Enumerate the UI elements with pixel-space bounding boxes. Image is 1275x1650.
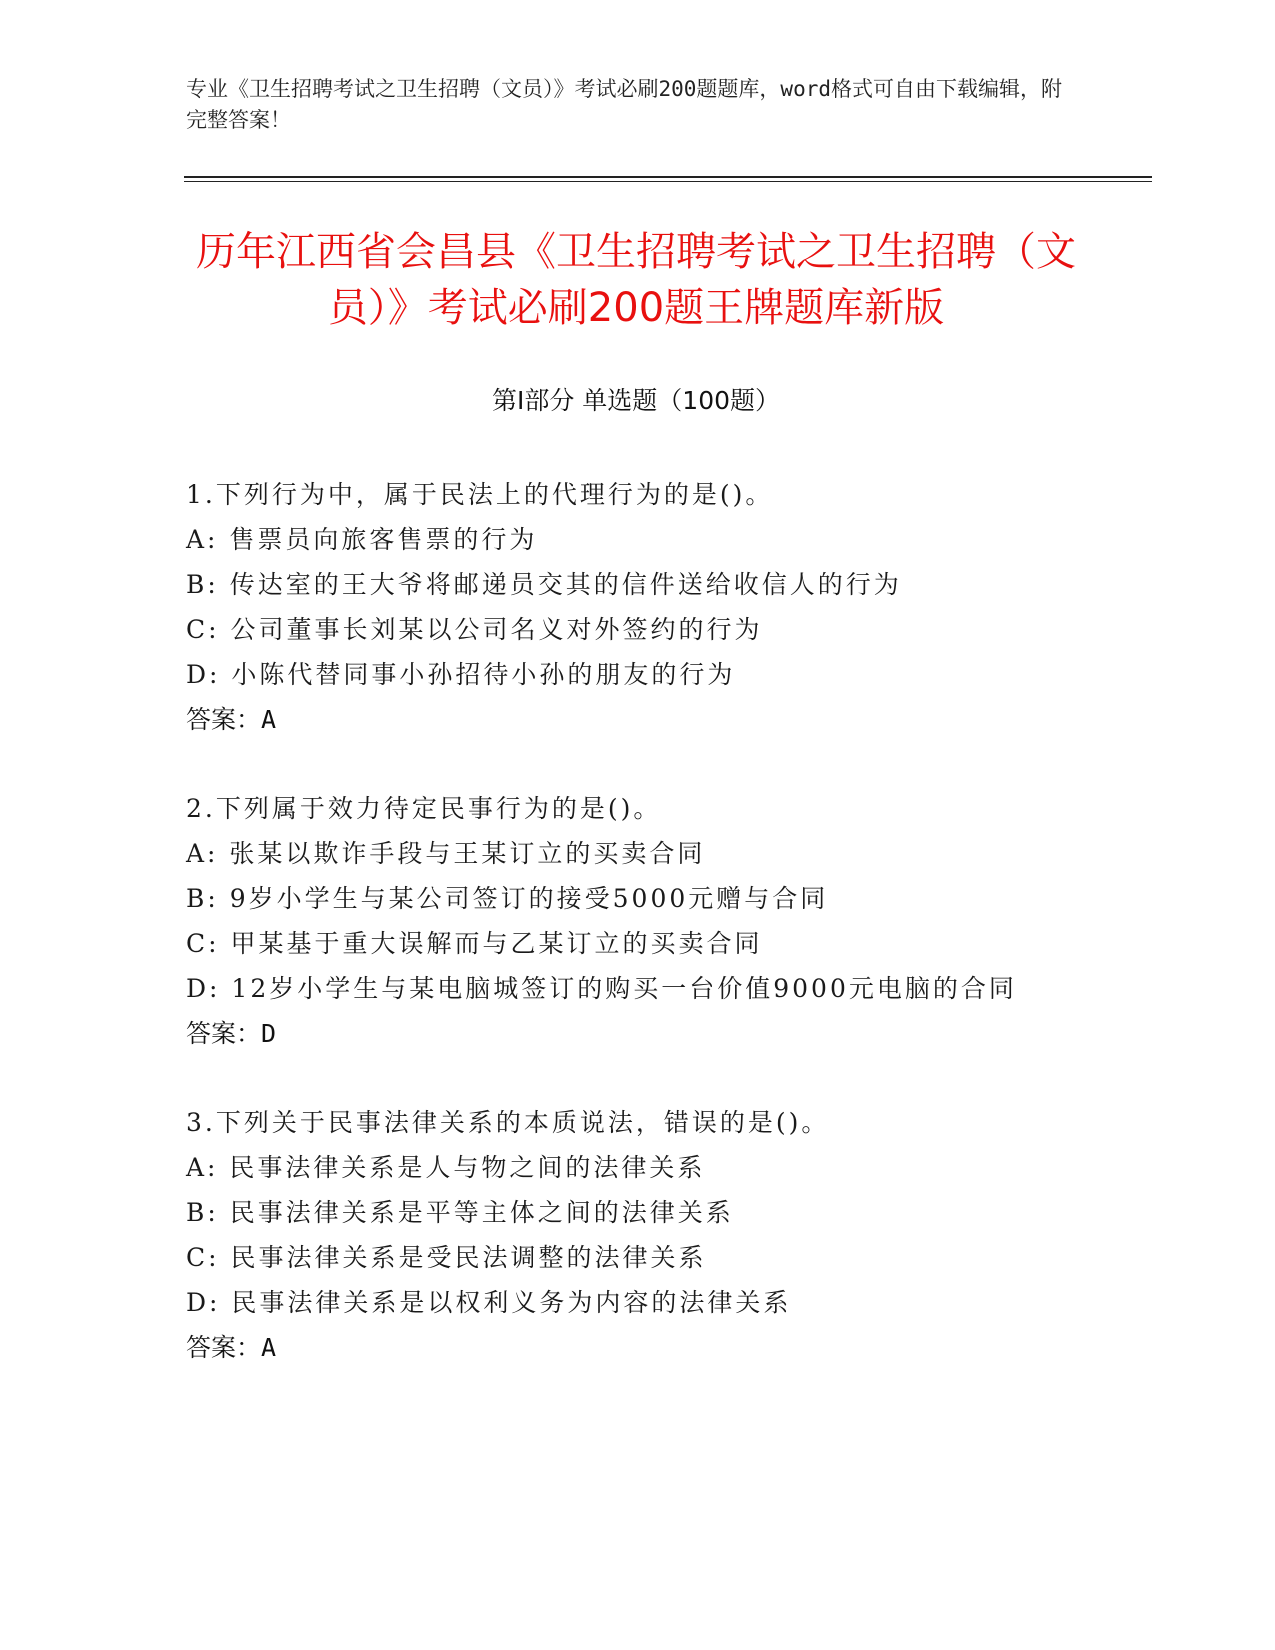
answer-label: 答案：	[186, 1333, 262, 1362]
question-2	[186, 786, 1146, 1056]
option-a: A: 民事法律关系是人与物之间的法律关系	[186, 1153, 706, 1182]
option-c: C: 公司董事长刘某以公司名义对外签约的行为	[186, 615, 763, 644]
section-title: 第Ⅰ部分 单选题（100题）	[491, 386, 781, 415]
option-b: B: 民事法律关系是平等主体之间的法律关系	[186, 1198, 734, 1227]
question-list	[186, 472, 1146, 1414]
option-d: D: 12岁小学生与某电脑城签订的购买一台价值9000元电脑的合同	[186, 974, 1017, 1003]
question-3	[186, 1100, 1146, 1370]
answer-line	[186, 1011, 1146, 1056]
answer-label: 答案：	[186, 705, 262, 734]
document-title: 历年江西省会昌县《卫生招聘考试之卫生招聘（文员）》考试必刷200题王牌题库新版	[196, 229, 1076, 331]
option-a: A: 张某以欺诈手段与王某订立的买卖合同	[186, 839, 706, 868]
option-c: C: 民事法律关系是受民法调整的法律关系	[186, 1243, 707, 1272]
answer-line	[186, 1325, 1146, 1370]
answer-label: 答案：	[186, 1019, 262, 1048]
question-stem: 2.下列属于效力待定民事行为的是()。	[186, 794, 662, 823]
option-b: B: 传达室的王大爷将邮递员交其的信件送给收信人的行为	[186, 570, 902, 599]
option-b: B: 9岁小学生与某公司签订的接受5000元赠与合同	[186, 884, 829, 913]
answer-value: A	[261, 705, 277, 734]
answer-value: D	[261, 1019, 277, 1048]
header-rule-thick	[184, 176, 1152, 178]
option-d: D: 小陈代替同事小孙招待小孙的朋友的行为	[186, 660, 736, 689]
question-stem: 3.下列关于民事法律关系的本质说法，错误的是()。	[186, 1108, 830, 1137]
answer-value: A	[261, 1333, 277, 1362]
option-a: A: 售票员向旅客售票的行为	[186, 525, 538, 554]
answer-line	[186, 697, 1146, 742]
option-d: D: 民事法律关系是以权利义务为内容的法律关系	[186, 1288, 792, 1317]
option-c: C: 甲某基于重大误解而与乙某订立的买卖合同	[186, 929, 763, 958]
header-rule-thin	[184, 181, 1152, 182]
question-stem: 1.下列行为中，属于民法上的代理行为的是()。	[186, 480, 774, 509]
header-note: 专业《卫生招聘考试之卫生招聘（文员）》考试必刷200题题库，word格式可自由下载编辑，附完整答案！	[186, 77, 1062, 132]
question-1	[186, 472, 1146, 742]
